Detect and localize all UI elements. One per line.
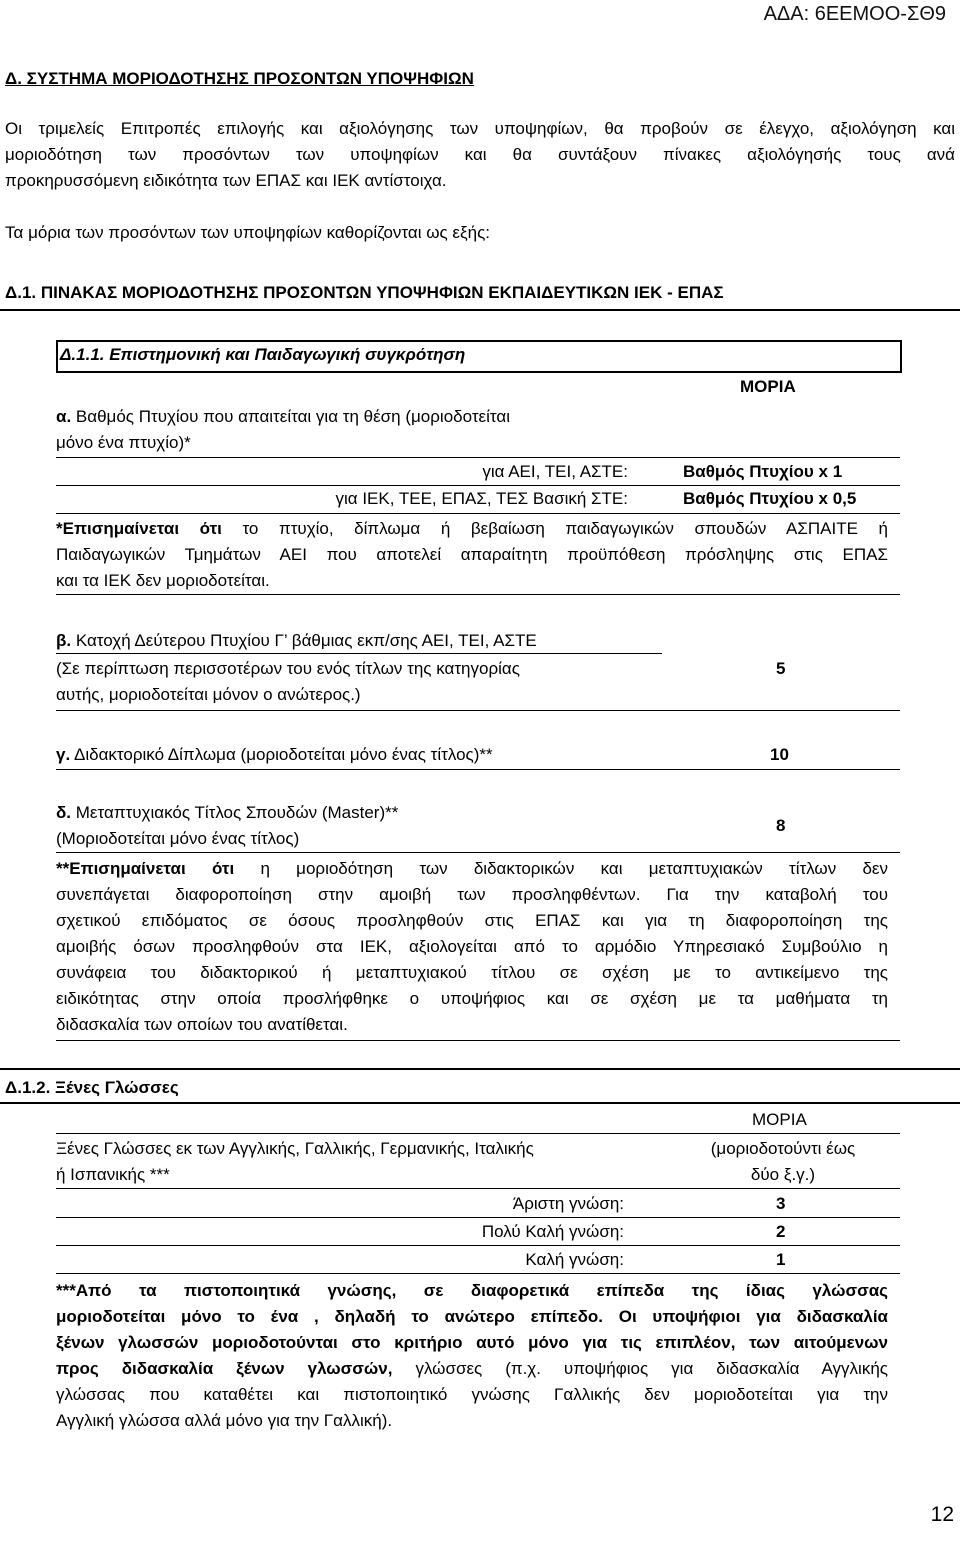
item-b-rule [56,653,662,654]
d12-title-rule [0,1102,960,1104]
note3-line-4 [56,1356,888,1382]
level-3-value: 1 [776,1250,786,1269]
item-a-line-2: μόνο ένα πτυχίο)* [56,433,191,452]
row2-value: Βαθμός Πτυχίου x 0,5 [683,489,857,508]
intro-2: Τα μόρια των προσόντων των υποψηφίων καθορίζονται ως εξής: [5,223,490,242]
note2-line-4: αμοιβής όσων προσληφθούν στα ΙΕΚ, αξιολογείται από το αρμόδιο Υπηρεσιακό Συμβούλιο η [56,937,888,956]
item-b-line-2: (Σε περίπτωση περισσοτέρων του ενός τίτλων της κατηγορίας [56,659,520,678]
note1-bold: *Επισημαίνεται ότι [56,519,222,538]
intro-line-1: Οι τριμελείς Επιτροπές επιλογής και αξιολόγησης των υποψηφίων, θα προβούν σε έλεγχο, αξιολόγηση και [5,119,955,138]
d11-moria-header: ΜΟΡΙΑ [740,377,796,396]
level-3-label: Καλή γνώση: [525,1250,624,1269]
intro-line-2: μοριοδότηση των προσόντων των υποψηφίων και θα συντάξουν πίνακες αξιολόγησής τους ανά [5,145,955,164]
item-g-value: 10 [770,745,789,764]
item-a-letter: α. [56,407,72,426]
d1-rule [0,309,960,311]
row1-value: Βαθμός Πτυχίου x 1 [683,462,843,481]
moria-sub-1: (μοριοδοτούντι έως [710,1139,856,1158]
item-b-value: 5 [776,659,786,678]
row2-rule [56,513,900,514]
item-a-rule [56,457,900,458]
note1-line-1 [56,516,888,542]
note3-line-3: ξένων γλωσσών μοριοδοτούνται στο κριτήριο αυτό μόνο για τις επιπλέον, των αιτούμενων [56,1333,888,1352]
item-d-letter: δ. [56,803,72,822]
note2-line-1-rest: η μοριοδότηση των διδακτορικών και μεταπτυχιακών τίτλων δεν [234,859,889,878]
ada-code: ΑΔΑ: 6ΕΕΜΟΟ-ΣΘ9 [763,3,946,25]
item-b-text-1: Κατοχή Δεύτερου Πτυχίου Γ’ βάθμιας εκπ/σης ΑΕΙ, ΤΕΙ, ΑΣΤΕ [71,631,537,650]
item-d-line-2: (Μοριοδοτείται μόνο ένας τίτλος) [56,829,300,848]
row1-label: για ΑΕΙ, ΤΕΙ, ΑΣΤΕ: [482,462,628,481]
item-d-rule [56,852,900,853]
moria-sub-2: δύο ξ.γ.) [750,1165,816,1184]
note2-bold: **Επισημαίνεται ότι [56,859,235,878]
intro-line-3: προκηρυσσόμενη ειδικότητα των ΕΠΑΣ και ΙΕΚ αντίστοιχα. [5,171,447,190]
note2-line-6: ειδικότητας στην οποία προσλήφθηκε ο υποψήφιος και σε σχέση με τα μαθήματα τη [56,989,888,1008]
lang-rule [56,1188,900,1189]
note1-rule [56,594,900,595]
level-2-label: Πολύ Καλή γνώση: [481,1222,624,1241]
d12-top-rule [0,1068,960,1070]
d12-header-rule [56,1133,900,1134]
item-b-line-1 [56,628,537,654]
note2-rule [56,1040,900,1041]
d12-title: Δ.1.2. Ξένες Γλώσσες [5,1078,179,1097]
note2-line-5: συνάφεια του διδακτορικού ή μεταπτυχιακού τίτλου σε σχέση με το αντικείμενο της [56,963,888,982]
page-number: 12 [930,1503,954,1526]
note3-line-4-rest: γλώσσες (π.χ. υποψήφιος για διδασκαλία Αγγλικής [392,1359,888,1378]
d1-title: Δ.1. ΠΙΝΑΚΑΣ ΜΟΡΙΟΔΟΤΗΣΗΣ ΠΡΟΣΟΝΤΩΝ ΥΠΟΨΗΦΙΩΝ ΕΚΠΑΙΔΕΥΤΙΚΩΝ ΙΕΚ - ΕΠΑΣ [5,283,724,302]
note2-line-2: συνεπάγεται διαφοροποίηση στην αμοιβή των προσληφθέντων. Για την καταβολή του [56,885,888,904]
item-g-rule [56,769,900,770]
row2-label: για ΙΕΚ, ΤΕΕ, ΕΠΑΣ, ΤΕΣ Βασική ΣΤΕ: [335,489,628,508]
item-d-value: 8 [776,816,786,835]
lang-line-1: Ξένες Γλώσσες εκ των Αγγλικής, Γαλλικής, Γερμανικής, Ιταλικής [56,1139,534,1158]
note3-line-1: ***Από τα πιστοποιητικά γνώσης, σε διαφορετικά επίπεδα της ίδιας γλώσσας [56,1281,888,1300]
item-b-line-3: αυτής, μοριοδοτείται μόνον ο ανώτερος.) [56,685,361,704]
lang-line-2: ή Ισπανικής *** [56,1165,170,1184]
note3-line-2: μοριοδοτείται μόνο το ένα , δηλαδή το ανώτερο επίπεδο. Οι υποψήφιοι για διδασκαλία [56,1307,888,1326]
note2-line-3: σχετικού επιδόματος σε όσους προσληφθούν στις ΕΠΑΣ και για τη διαφοροποίηση της [56,911,888,930]
item-d-text-1: Μεταπτυχιακός Τίτλος Σπουδών (Master)** [71,803,399,822]
item-b-letter: β. [56,631,72,650]
item-a-line-1 [56,404,510,430]
level-2-rule [56,1245,900,1246]
note1-line-3: και τα ΙΕΚ δεν μοριοδοτείται. [56,571,270,590]
note2-line-7: διδασκαλία των οποίων του ανατίθεται. [56,1015,348,1034]
level-2-value: 2 [776,1222,786,1241]
item-g-text: Διδακτορικό Δίπλωμα (μοριοδοτείται μόνο ένας τίτλος)** [70,745,493,764]
level-3-rule [56,1273,900,1274]
note3-line-6: Αγγλική γλώσσα αλλά μόνο για την Γαλλική). [56,1411,393,1430]
item-g-line [56,742,493,768]
item-d-line-1 [56,800,398,826]
note1-line-2: Παιδαγωγικών Τμημάτων ΑΕΙ που αποτελεί απαραίτητη προϋπόθεση πρόσληψης στις ΕΠΑΣ [56,545,888,564]
d11-box-right [900,340,902,372]
section-title: Δ. ΣΥΣΤΗΜΑ ΜΟΡΙΟΔΟΤΗΣΗΣ ΠΡΟΣΟΝΤΩΝ ΥΠΟΨΗΦΙΩΝ [5,69,474,88]
level-1-value: 3 [776,1194,786,1213]
note3-line-4-bold: προς διδασκαλία ξένων γλωσσών, [56,1359,393,1378]
d11-box-left [56,340,58,372]
item-a-text-1: Βαθμός Πτυχίου που απαιτείται για τη θέση (μοριοδοτείται [71,407,510,426]
d12-moria-header: ΜΟΡΙΑ [752,1110,807,1129]
note2-line-1 [56,856,888,882]
level-1-label: Άριστη γνώση: [512,1194,624,1213]
d11-title: Δ.1.1. Επιστημονική και Παιδαγωγική συγκρότηση [60,345,466,364]
note3-line-5: γλώσσας που καταθέτει και πιστοποιητικό γνώσης Γαλλικής δεν μοριοδοτείται για την [56,1385,888,1404]
item-g-letter: γ. [56,745,71,764]
d11-box-bottom [56,371,902,373]
level-1-rule [56,1217,900,1218]
note1-line-1-rest: το πτυχίο, δίπλωμα ή βεβαίωση παιδαγωγικών σπουδών ΑΣΠΑΙΤΕ ή [221,519,888,538]
item-b-bottom-rule [56,710,900,711]
